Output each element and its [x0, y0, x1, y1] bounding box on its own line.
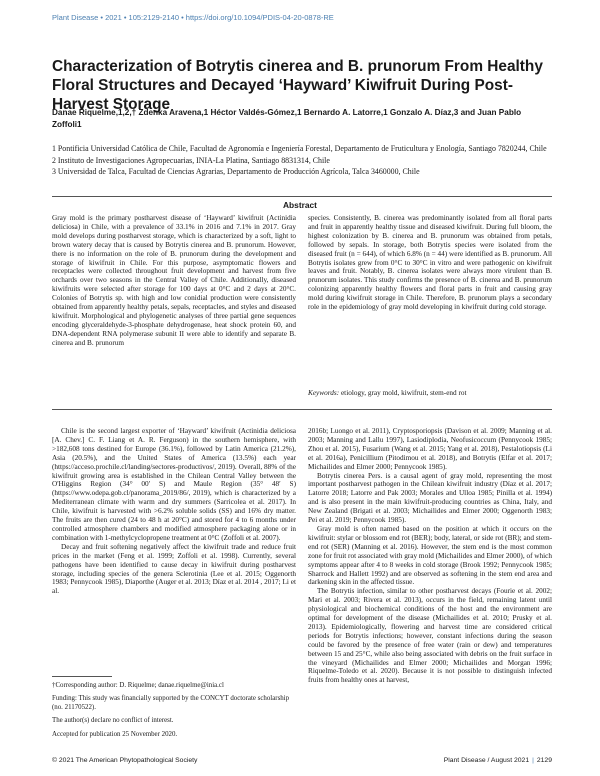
body-left-column: [52, 427, 296, 596]
page-footer: [444, 757, 552, 764]
keywords-label: Keywords:: [308, 389, 340, 397]
footnote-rule: [52, 676, 112, 677]
page-number: 2129: [536, 757, 552, 764]
body-paragraph: The Botrytis infection, similar to other postharvest decays (Fourie et al. 2002; Mari et al. 2003; Rivera et al. 2013), occurs in the field, remaining latent until physiological and biochemical conditions of the host and the environment are optimal for development of the disease (Michailides et al. 2010; Prusky et al. 2013). Epidemiologically, flowering and harvest time are considered critical periods for Botrytis infections; however, constant infections during the season could be favored by the presence of free water (rain or dew) and temperatures between 15 and 25°C, while also being associated with debris on the fruit surface in the vineyard (Michailides and Elmer 2000; Michailides and Morgan 1996; Riquelme-Toledo et al. 2020). Because it is not possible to distinguish infected fruits from healthy ones at harvest,: [308, 587, 552, 685]
journal-header: Plant Disease • 2021 • 105:2129-2140 • https://doi.org/10.1094/PDIS-04-20-0878-RE: [52, 13, 334, 22]
abstract-top-rule: [52, 196, 552, 197]
keywords-text: etiology, gray mold, kiwifruit, stem-end rot: [340, 389, 467, 397]
author-list: Danae Riquelme,1,2,† Zdenka Aravena,1 Héctor Valdés-Gómez,1 Bernardo A. Latorre,1 Gonzalo A. Díaz,3 and Juan Pablo Zoffoli1: [52, 108, 522, 129]
abstract-text-right: species. Consistently, B. cinerea was predominantly isolated from all floral parts and fruit in apparently healthy tissue and diseased kiwifruit. During full bloom, the highest colonization by B. cinerea and B. prunorum was obtained from petals, followed by sepals. In storage, both Botrytis species were isolated from the diseased fruit (n = 644), of which 6.8% (n = 44) were identified as B. prunorum. All Botrytis isolates grew from 0°C to 30°C in vitro and were pathogenic on kiwifruit leaves and fruit. Notably, B. cinerea isolates were always more virulent than B. prunorum isolates. This study confirms the presence of B. cinerea and B. prunorum colonizing apparently healthy flowers and floral parts in fruit and causing gray mold during kiwifruit storage in Chile. Therefore, B. prunorum plays a secondary role in the epidemiology of gray mold developing in kiwifruit during cold storage.: [308, 214, 552, 312]
conflict-note: The author(s) declare no conflict of interest.: [52, 717, 174, 725]
abstract-heading: Abstract: [283, 200, 317, 210]
acceptance-note: Accepted for publication 25 November 2020.: [52, 730, 178, 738]
body-right-column: [308, 427, 552, 685]
body-paragraph: Gray mold is often named based on the position at which it occurs on the kiwifruit: stylar or blossom end rot (BER); body, lateral, or side rot (BR); and stem-end rot (SER) (Manning et al. 2016). However, the stem end is the most common zone for fruit rot associated with gray mold (Michailides and Elmer 2000), of which symptoms appear after 4 to 8 weeks in cold storage (Brook 1992; Pennycook 1985; Sharrock and Hallett 1992) and are observed as softening in the stem end area and darkening skin in the affected tissue.: [308, 524, 553, 587]
body-paragraph: Botrytis cinerea Pers. is a causal agent of gray mold, representing the most important postharvest pathogen in the Chilean kiwifruit industry (Díaz et al. 2017; Latorre 2018; Latorre and Pak 2003; Morales and Ulloa 1985; Pinilla et al. 1994) and is also present in the main kiwifruit-producing countries as China, Italy, and New Zealand (Brigati et al. 2003; Michailides and Elmer 2000; Oggenorth 1983; Pei et al. 2019; Pennycook 1985).: [308, 471, 552, 525]
abstract-text-left: Gray mold is the primary postharvest disease of ‘Hayward’ kiwifruit (Actinidia deliciosa) in Chile, with a prevalence of 33.1% in 2016 and 7.1% in 2017. Gray mold develops during postharvest storage, which is characterized by a soft, light to brown watery decay that is caused by Botrytis cinerea and B. prunorum. However, there is no information on the role of B. prunorum during the development and storage of kiwifruit in Chile. For this purpose, asymptomatic flowers and receptacles were collected throughout fruit development and harvest from five orchards over two seasons in the Central Valley of Chile. Additionally, diseased kiwifruits were selected after storage for 100 days at 0°C and 2 days at 20°C. Colonies of Botrytis sp. with high and low conidial production were consistently obtained from apparently healthy petals, sepals, receptacles, and styles and diseased kiwifruit. Morphological and phylogenetic analyses of three partial gene sequences encoding glyceraldehyde-3-phosphate dehydrogenase, heat shock protein 60, and DNA-dependent RNA polymerase subunit II were able to identify and separate B. cinerea and B. prunorum: [52, 214, 296, 347]
affiliations: [52, 144, 552, 179]
affiliation-1: 1 Pontificia Universidad Católica de Chile, Facultad de Agronomía e Ingeniería Forestal, Departamento de Fruticultura y Enología, Santiago 7820244, Chile: [52, 144, 547, 153]
corresponding-author: †Corresponding author: D. Riquelme; danae.riquelme@inia.cl: [52, 682, 224, 689]
copyright: © 2021 The American Phytopathological Society: [52, 757, 198, 764]
keywords: [308, 389, 552, 397]
affiliation-2: 2 Instituto de Investigaciones Agropecuarias, INIA-La Platina, Santiago 8831314, Chile: [52, 155, 330, 165]
footer-separator: |: [532, 757, 534, 764]
article-title: Characterization of Botrytis cinerea and B. prunorum From Healthy Floral Structures and Decayed ‘Hayward’ Kiwifruit During Post-Harvest Storage: [52, 58, 543, 113]
footnotes: [52, 682, 296, 744]
abstract-left-column: [52, 214, 296, 348]
body-paragraph: Chile is the second largest exporter of ‘Hayward’ kiwifruit (Actinidia deliciosa [A. Chev.] C. F. Liang et A. R. Ferguson) in the southern hemisphere, with >182,608 tons destined for Europe (36.1%), followed by Latin America (21.2%), Asia (20.5%), and the United States of America (13.5%) each year (https://acceso.prochile.cl/landing/sectores-productivos/, 2019). Overall, 88% of the kiwifruit growing area is established in the Chilean Central Valley between the O'Higgins Region (34° 00′ S) and Maule Region (35° 48′ S) (https://www.odepa.gob.cl/panorama_2019/86/, 2019), which is characterized by a Mediterranean climate with warm and dry summers (Sarricolea et al. 2017). In Chile, kiwifruit is harvested with >6.2% soluble solids (SS) and 16% dry matter. The fruits are then cured (24 to 48 h at 20°C) and stored for 4 to 6 months under controlled atmosphere chambers and modified atmosphere packaging alone or in combination with 1-methylcyclopropene treatment at 0°C (Zoffoli et al. 2007).: [52, 427, 296, 542]
affiliation-3: 3 Universidad de Talca, Facultad de Ciencias Agrarias, Departamento de Producción Agrícola, Talca 3460000, Chile: [52, 167, 420, 177]
body-paragraph: Decay and fruit softening negatively affect the kiwifruit trade and reduce fruit prices in the market (Feng et al. 1999; Zoffoli et al. 1998). Currently, several pathogens have been identified to cause decay in kiwifruit during postharvest storage, including species of the genera Sclerotinia (Lee et al. 2015; Oggenorth 1983; Pennycook 1985), Diaporthe (Auger et al. 2013; Díaz et al. 2014 , 2017; Li et al.: [52, 542, 296, 596]
footer-journal: Plant Disease / August 2021: [443, 757, 530, 764]
abstract-right-column: [308, 214, 552, 312]
body-paragraph: 2016b; Luongo et al. 2011), Cryptosporiopsis (Davison et al. 2009; Manning et al. 2003; Manning and Lallu 1997), Lasiodiplodia, Neofusicoccum (Pennycook 1985; Zhou et al. 2015), Fusarium (Wang et al. 2015; Yang et al. 2018), Pestalotiopsis (Li et al. 2016a), Penicillium (Pitodimou et al. 2018), and Botrytis (Elfar et al. 2017; Michailides and Elmer 2000; Pennycook 1985).: [308, 427, 552, 471]
abstract-bottom-rule: [52, 409, 552, 410]
funding-note: Funding: This study was financially supported by the CONCYT doctorate scholarship (no. 21170522).: [52, 695, 290, 711]
